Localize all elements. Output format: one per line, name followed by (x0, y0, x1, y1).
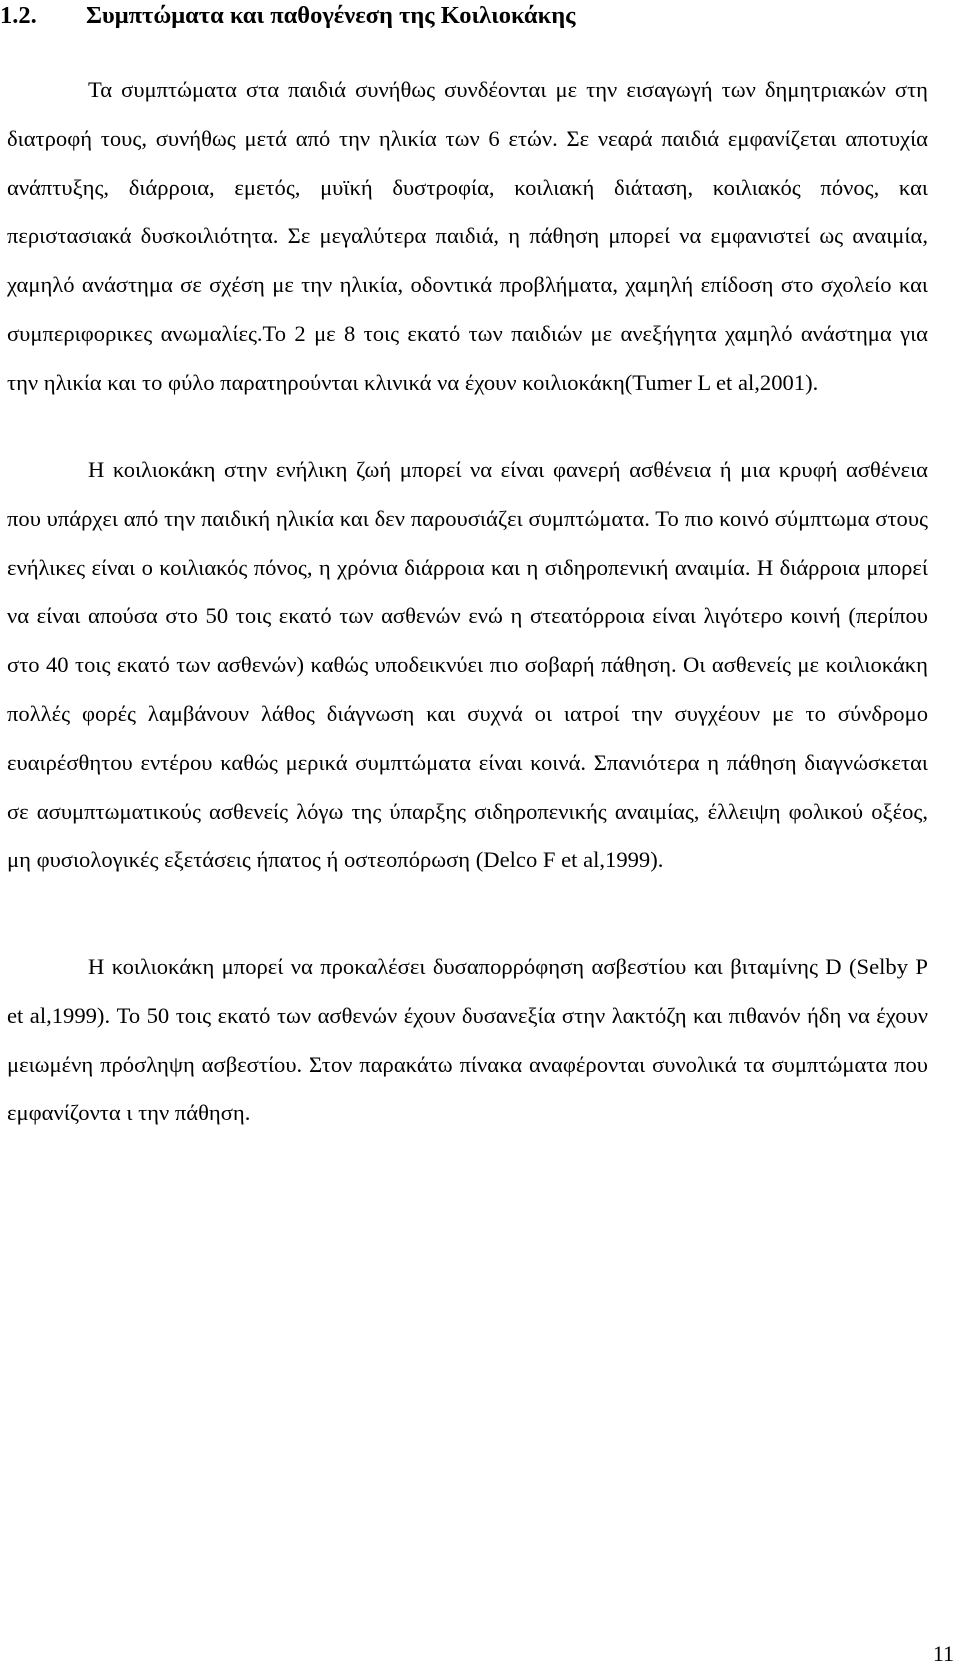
section-heading (0, 2, 575, 30)
paragraph-symptoms-adults: Η κοιλιοκάκη στην ενήλικη ζωή μπορεί να είναι φανερή ασθένεια ή μια κρυφή ασθένεια που υπάρχει από την παιδική ηλικία και δεν παρουσιάζει συμπτώματα. Το πιο κοινό σύμπτωμα στους ενήλικες είναι ο κοιλιακός πόνος, η χρόνια διάρροια και η σιδηροπενική αναιμία. Η διάρροια μπορεί να είναι απούσα στο 50 τοις εκατό των ασθενών ενώ η στεατόρροια είναι λιγότερο κοινή (περίπου στο 40 τοις εκατό των ασθενών) καθώς υποδεικνύει πιο σοβαρή πάθηση. Οι ασθενείς με κοιλιοκάκη πολλές φορές λαμβάνουν λάθος διάγνωση και συχνά οι ιατροί την συγχέουν με το σύνδρομο ευαιρέσθητου εντέρου καθώς μερικά συμπτώματα είναι κοινά. Σπανιότερα η πάθηση διαγνώσκεται σε ασυμπτωματικούς ασθενείς λόγω της ύπαρξης σιδηροπενικής αναιμίας, έλλειψη φολικού οξέος, μη φυσιολογικές εξετάσεις ήπατος ή οστεοπόρωση (Delco F et al,1999). (7, 457, 928, 873)
page-number: 11 (932, 1641, 954, 1666)
paragraph-malabsorption: Η κοιλιοκάκη μπορεί να προκαλέσει δυσαπορρόφηση ασβεστίου και βιταμίνης D (Selby P et al,1999). Το 50 τοις εκατό των ασθενών έχουν δυσανεξία στην λακτόζη και πιθανόν ήδη να έχουν μειωμένη πρόσληψη ασβεστίου. Στον παρακάτω πίνακα αναφέρονται συνολικά τα συμπτώματα που εμφανίζοντα ι την πάθηση. (7, 954, 928, 1126)
paragraph-symptoms-children: Τα συμπτώματα στα παιδιά συνήθως συνδέονται με την εισαγωγή των δημητριακών στη διατροφή τους, συνήθως μετά από την ηλικία των 6 ετών. Σε νεαρά παιδιά εμφανίζεται αποτυχία ανάπτυξης, διάρροια, εμετός, μυϊκή δυστροφία, κοιλιακή διάταση, κοιλιακός πόνος, και περιστασιακά δυσκοιλιότητα. Σε μεγαλύτερα παιδιά, η πάθηση μπορεί να εμφανιστεί ως αναιμία, χαμηλό ανάστημα σε σχέση με την ηλικία, οδοντικά προβλήματα, χαμηλή επίδοση στο σχολείο και συμπεριφορικες ανωμαλίες.Το 2 με 8 τοις εκατό των παιδιών με ανεξήγητα χαμηλό ανάστημα για την ηλικία και το φύλο παρατηρούνται κλινικά να έχουν κοιλιοκάκη(Tumer L et al,2001). (7, 77, 928, 395)
section-number: 1.2. (0, 2, 37, 29)
section-title: Συμπτώματα και παθογένεση της Κοιλιοκάκης (86, 2, 576, 29)
